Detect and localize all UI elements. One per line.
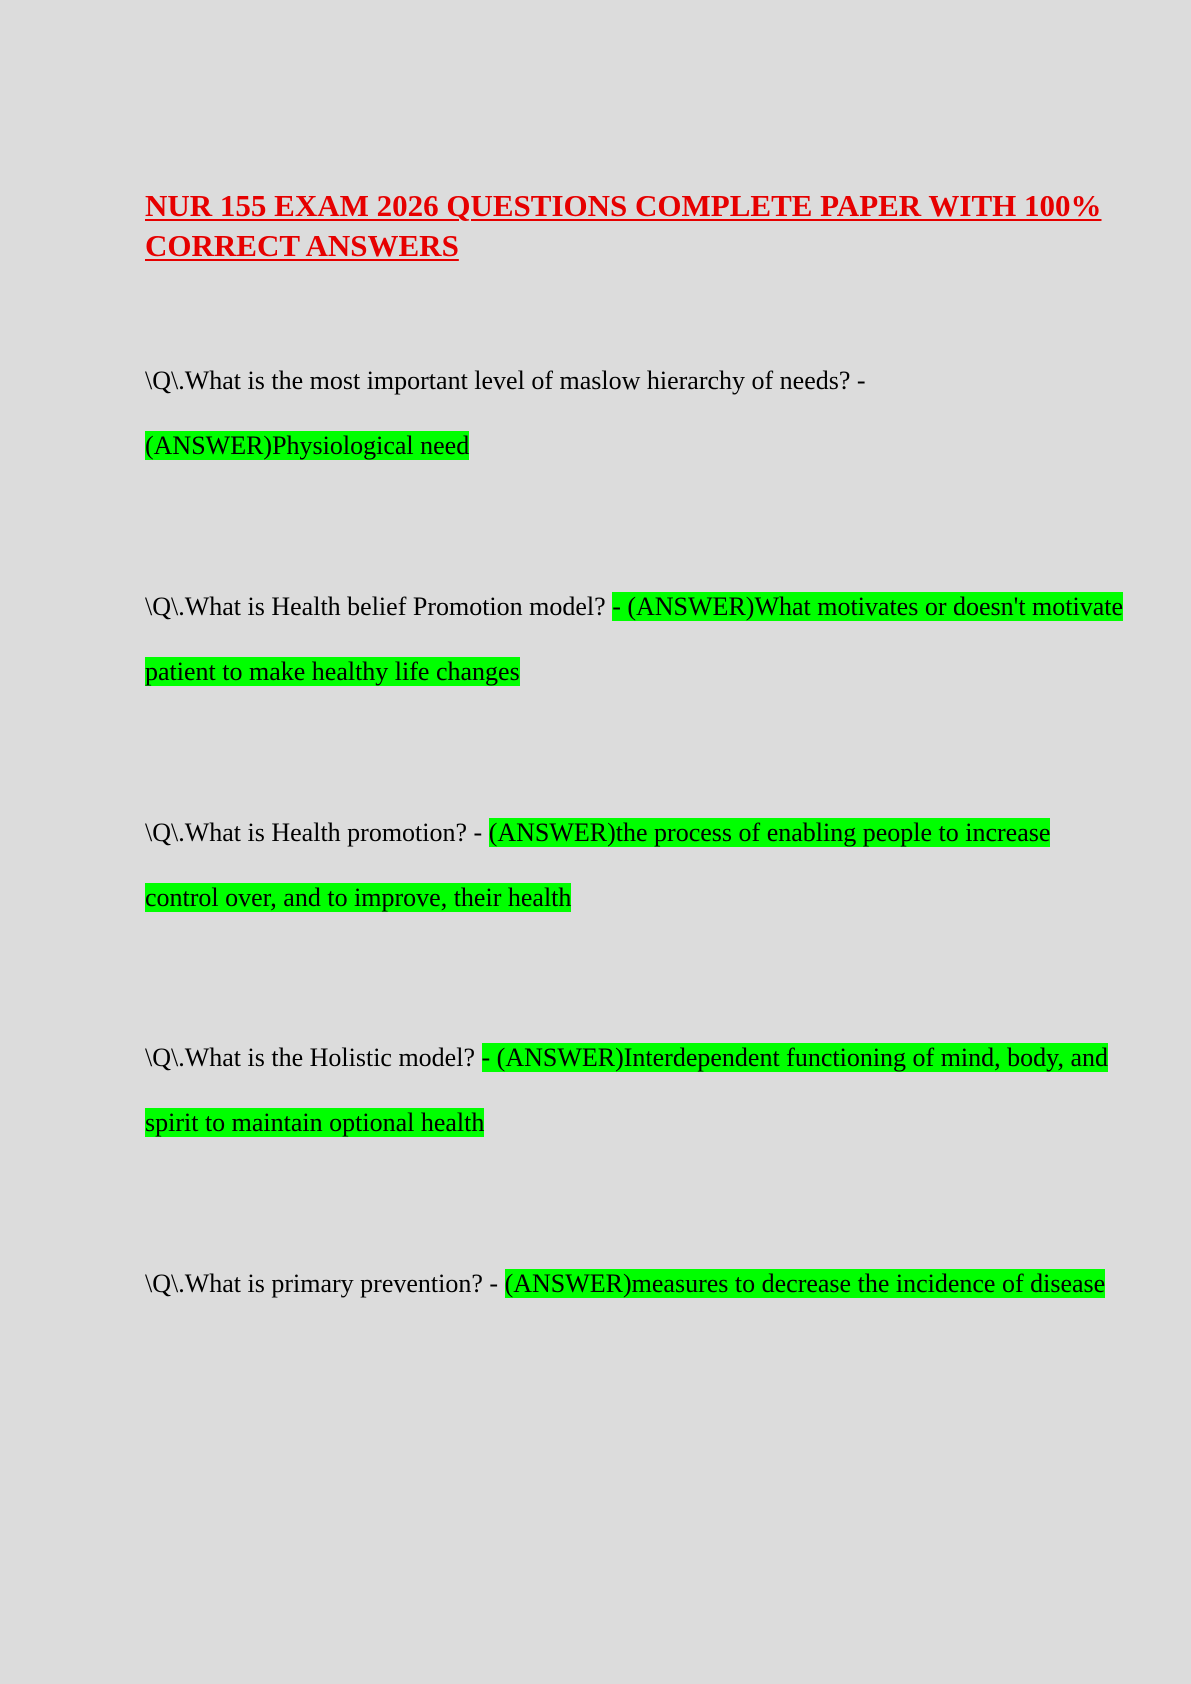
question-1: \Q\.What is the most important level of maslow hierarchy of needs? - [145, 366, 866, 395]
question-4: \Q\.What is the Holistic model? [145, 1043, 475, 1072]
question-3: \Q\.What is Health promotion? - [145, 818, 483, 847]
answer-4: - (ANSWER)Interdependent functioning of mind, body, and spirit to maintain optional health [145, 1043, 1109, 1137]
answer-5: (ANSWER)measures to decrease the incidence of disease [504, 1269, 1106, 1298]
answer-3: (ANSWER)the process of enabling people to increase control over, and to improve, their health [145, 818, 1051, 912]
question-5: \Q\.What is primary prevention? - [145, 1269, 499, 1298]
qa-item-5 [145, 1251, 1125, 1316]
document-title: NUR 155 EXAM 2026 QUESTIONS COMPLETE PAPER WITH 100% CORRECT ANSWERS [145, 188, 1102, 263]
qa-item-3 [145, 800, 1125, 930]
answer-1: (ANSWER)Physiological need [145, 431, 470, 460]
answer-2: - (ANSWER)What motivates or doesn't motivate patient to make healthy life changes [145, 592, 1124, 686]
qa-item-1 [145, 348, 1125, 478]
qa-item-2 [145, 574, 1125, 704]
question-2: \Q\.What is Health belief Promotion model? [145, 592, 606, 621]
qa-item-4 [145, 1025, 1125, 1155]
